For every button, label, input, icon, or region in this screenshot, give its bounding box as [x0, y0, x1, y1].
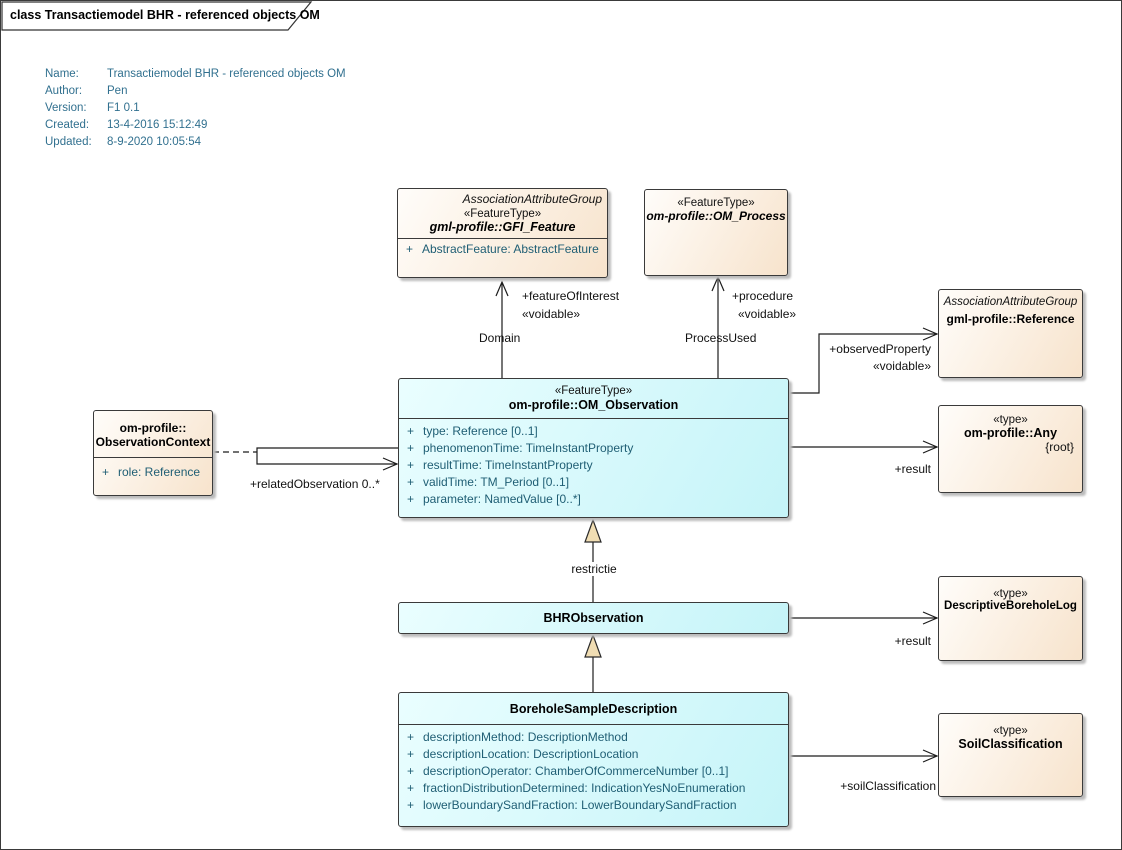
metadata-value: 8-9-2020 10:05:54: [107, 136, 201, 148]
class-name: gml-profile::GFI_Feature: [429, 220, 576, 234]
attribute-text: descriptionOperator: ChamberOfCommerceNumber [0..1]: [423, 764, 729, 778]
generalization-triangle-icon: [585, 520, 601, 542]
class-stereotype: «FeatureType»: [554, 385, 633, 397]
class-name: gml-profile::Reference: [946, 312, 1075, 326]
edge-label-voidable: «voidable»: [522, 307, 581, 321]
class-box-bhr-observation[interactable]: [398, 602, 789, 634]
class-box-gfi-feature[interactable]: [397, 188, 608, 278]
edge-related-observation[interactable]: [257, 448, 398, 464]
visibility-symbol: +: [407, 747, 415, 761]
attribute-row: [94, 464, 212, 481]
edge-label-result: +result: [894, 634, 931, 648]
visibility-symbol: +: [407, 492, 415, 506]
metadata-value: Pen: [107, 85, 128, 97]
edge-label-voidable: «voidable»: [738, 307, 797, 321]
attribute-text: fractionDistributionDetermined: IndicationYesNoEnumeration: [423, 781, 746, 795]
class-constraint: {root}: [1045, 440, 1074, 454]
attribute-row: [399, 474, 788, 491]
metadata-label: Name:: [45, 68, 79, 80]
class-name: SoilClassification: [958, 737, 1063, 751]
class-name: om-profile::OM_Process: [646, 209, 786, 223]
attribute-text: lowerBoundarySandFraction: LowerBoundarySandFraction: [423, 798, 737, 812]
class-box-om-process[interactable]: [644, 189, 788, 276]
edge-label-observed-property: +observedProperty: [829, 342, 931, 356]
class-name: DescriptiveBoreholeLog: [944, 600, 1077, 612]
metadata-row: [45, 100, 346, 117]
attribute-row: [399, 457, 788, 474]
visibility-symbol: +: [407, 458, 415, 472]
class-stereotype: «type»: [993, 725, 1028, 737]
visibility-symbol: +: [102, 465, 110, 479]
attribute-row: [399, 797, 788, 814]
class-tag: AssociationAttributeGroup: [943, 296, 1078, 308]
class-box-soil-classification[interactable]: [938, 713, 1083, 797]
attribute-text: role: Reference: [118, 465, 201, 479]
class-name: om-profile::OM_Observation: [508, 398, 679, 412]
metadata-label: Author:: [45, 85, 83, 97]
metadata-value: F1 0.1: [107, 102, 140, 114]
attribute-row: [399, 763, 788, 780]
class-stereotype: «FeatureType»: [463, 208, 542, 220]
edge-label-process-used: ProcessUsed: [685, 331, 757, 345]
class-box-reference[interactable]: [938, 289, 1083, 378]
class-name: BHRObservation: [543, 611, 644, 625]
metadata-row: [45, 83, 346, 100]
visibility-symbol: +: [407, 764, 415, 778]
attribute-text: parameter: NamedValue [0..*]: [423, 492, 581, 506]
attribute-row: [399, 491, 788, 508]
edge-label-result: +result: [894, 462, 931, 476]
class-name: BoreholeSampleDescription: [509, 702, 678, 716]
visibility-symbol: +: [407, 441, 415, 455]
attribute-row: [399, 440, 788, 457]
visibility-symbol: +: [407, 798, 415, 812]
attribute-text: type: Reference [0..1]: [423, 424, 538, 438]
visibility-symbol: +: [407, 781, 415, 795]
class-box-observation-context[interactable]: [93, 410, 213, 496]
attribute-row: [399, 780, 788, 797]
class-name-line2: ObservationContext: [95, 435, 211, 449]
attribute-text: descriptionLocation: DescriptionLocation: [423, 747, 639, 761]
class-box-om-observation[interactable]: [398, 378, 789, 518]
visibility-symbol: +: [406, 242, 414, 256]
attribute-text: AbstractFeature: AbstractFeature: [422, 242, 599, 256]
attribute-text: resultTime: TimeInstantProperty: [423, 458, 593, 472]
diagram-title: class Transactiemodel BHR - referenced objects OM: [10, 8, 320, 22]
metadata-row: [45, 134, 346, 151]
edge-label-soil-classification: +soilClassification: [840, 779, 936, 793]
class-name-line1: om-profile::: [119, 421, 187, 435]
attribute-compartment: [399, 724, 788, 814]
metadata-label: Updated:: [45, 136, 92, 148]
class-stereotype: «type»: [993, 588, 1028, 600]
attribute-row: [399, 729, 788, 746]
attribute-compartment: [398, 238, 607, 258]
edge-label-restrictie: restrictie: [562, 562, 626, 576]
metadata-row: [45, 66, 346, 83]
metadata-value: Transactiemodel BHR - referenced objects OM: [107, 68, 346, 80]
attribute-row: [399, 746, 788, 763]
attribute-text: phenomenonTime: TimeInstantProperty: [423, 441, 634, 455]
metadata-label: Created:: [45, 119, 90, 131]
visibility-symbol: +: [407, 424, 415, 438]
attribute-row: [398, 241, 607, 258]
visibility-symbol: +: [407, 730, 415, 744]
edge-label-feature-of-interest: +featureOfInterest: [522, 289, 620, 303]
attribute-text: validTime: TM_Period [0..1]: [423, 475, 570, 489]
class-box-descriptive-borehole-log[interactable]: [938, 576, 1083, 661]
class-stereotype: «FeatureType»: [677, 197, 755, 209]
metadata-value: 13-4-2016 15:12:49: [107, 119, 208, 131]
edge-label-related-observation: +relatedObservation 0..*: [250, 477, 380, 491]
attribute-row: [399, 423, 788, 440]
metadata-row: [45, 117, 346, 134]
generalization-triangle-icon: [585, 635, 601, 657]
edge-label-domain: Domain: [479, 331, 521, 345]
class-box-borehole-sample-description[interactable]: [398, 692, 789, 827]
class-box-any[interactable]: [938, 405, 1083, 493]
attribute-compartment: [399, 418, 788, 508]
diagram-metadata-note: [45, 66, 346, 151]
class-name: om-profile::Any: [963, 426, 1058, 440]
class-stereotype: «type»: [993, 414, 1028, 426]
edge-label-voidable: «voidable»: [872, 359, 931, 373]
class-tag: AssociationAttributeGroup: [462, 192, 602, 206]
attribute-text: descriptionMethod: DescriptionMethod: [423, 730, 628, 744]
metadata-label: Version:: [45, 102, 87, 114]
edge-label-procedure: +procedure: [732, 289, 794, 303]
attribute-compartment: [94, 457, 212, 481]
visibility-symbol: +: [407, 475, 415, 489]
